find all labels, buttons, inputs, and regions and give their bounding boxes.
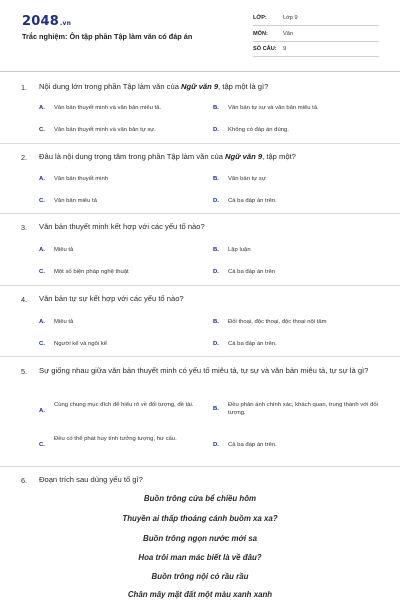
question-number: 6. — [21, 476, 28, 485]
option-text: Văn bản thuyết minh và văn bản tự sự. — [54, 127, 156, 133]
meta-grade — [253, 12, 379, 26]
option-letter: D. — [213, 269, 219, 275]
option-letter: C. — [39, 127, 45, 133]
question-text-part: , tập một? — [262, 152, 296, 161]
option-letter: A. — [39, 105, 45, 111]
poem-line: Hoa trôi man mác biết là về đâu? — [138, 553, 262, 562]
question-text-part: Nội dung lớn trong phần Tập làm văn của — [39, 82, 182, 91]
option-text: Đối thoại, độc thoại, độc thoại nội tâm — [228, 319, 327, 325]
option-text: Văn bản tự sự và văn bản miêu tả. — [228, 105, 319, 111]
poem-line: Buồn trông ngọn nước mới sa — [143, 534, 257, 543]
option-text: Cả ba đáp án trên. — [228, 442, 277, 448]
question-divider — [0, 466, 400, 467]
meta-label: SỐ CÂU: — [253, 46, 277, 52]
question-divider — [0, 356, 400, 357]
poem-line: Thuyền ai thấp thoáng cánh buồm xa xa? — [122, 514, 278, 523]
question-divider — [0, 213, 400, 214]
option-letter: C. — [39, 269, 45, 275]
option-letter: B. — [213, 176, 219, 182]
option-text: Lập luận — [228, 247, 251, 253]
option-letter: B. — [213, 247, 219, 253]
option-letter: C. — [39, 341, 45, 347]
question-text-part: Đâu là nội dung trọng tâm trong phần Tập làm văn của — [39, 152, 226, 161]
option-letter: D. — [213, 127, 219, 133]
question-divider — [0, 285, 400, 286]
meta-value: Lớp 9 — [283, 15, 298, 21]
option-text: Không có đáp án đúng. — [228, 127, 289, 133]
poem-line: Buồn trông cửa bể chiều hôm — [143, 494, 257, 503]
question-text-part: , tập một là gì? — [218, 82, 269, 91]
document-header — [0, 0, 400, 66]
meta-label: MÔN: — [253, 31, 268, 37]
option-text: Cả ba đáp án trên — [228, 269, 276, 275]
option-letter: D. — [213, 198, 219, 204]
option-letter: A. — [39, 247, 45, 253]
option-text: Văn bản tự sự — [228, 176, 266, 182]
poem-line: Buồn trông nội cỏ rầu rầu — [151, 572, 249, 581]
option-text: Một số biện pháp nghệ thuật — [54, 269, 129, 275]
question-text: Văn bản thuyết minh kết hợp với các yếu tố nào? — [39, 222, 205, 231]
option-letter: A. — [39, 408, 45, 414]
meta-question-count — [253, 43, 379, 57]
option-text: Đều phản ánh chính xác, khách quan, trung thành với đối tượng. — [228, 402, 378, 416]
logo-main: 2048 — [22, 14, 59, 29]
option-text: Cả ba đáp án trên. — [228, 341, 277, 347]
option-letter: C. — [39, 442, 45, 448]
option-letter: C. — [39, 198, 45, 204]
question-number: 3. — [21, 223, 28, 232]
question-text — [39, 152, 379, 162]
question-text: Đoạn trích sau dùng yếu tố gì? — [39, 475, 143, 484]
question-number: 2. — [21, 153, 28, 162]
question-number: 4. — [21, 295, 28, 304]
option-text: Người kể và ngôi kể — [54, 341, 107, 347]
option-letter: D. — [213, 442, 219, 448]
question-text-emphasis: Ngữ văn 9 — [181, 82, 219, 91]
question-divider — [0, 143, 400, 144]
option-letter: A. — [39, 319, 45, 325]
document-title: Trắc nghiệm: Ôn tập phần Tập làm văn có đáp án — [22, 32, 193, 41]
option-letter: B. — [213, 319, 219, 325]
option-letter: A. — [39, 176, 45, 182]
option-text: Văn bản thuyết minh — [54, 176, 109, 182]
header-divider — [0, 71, 400, 72]
question-text-emphasis: Ngữ văn 9 — [225, 152, 263, 161]
option-text: Cả ba đáp án trên. — [228, 198, 277, 204]
question-text: Văn bản tự sự kết hợp với các yếu tố nào? — [39, 294, 184, 303]
site-logo[interactable] — [22, 14, 71, 29]
option-text: Miêu tả — [54, 319, 74, 325]
option-text: Miêu tả — [54, 247, 74, 253]
meta-value: Văn — [283, 31, 293, 37]
option-text: Văn bản thuyết minh và văn bản miêu tả. — [54, 105, 162, 111]
meta-label: LỚP: — [253, 15, 267, 21]
question-number: 1. — [21, 83, 28, 92]
option-letter: D. — [213, 341, 219, 347]
question-number: 5. — [21, 367, 28, 376]
logo-suffix: .vn — [59, 20, 72, 27]
option-letter: B. — [213, 105, 219, 111]
option-text: Văn bản miêu tả — [54, 198, 97, 204]
option-text: Đều có thể phát huy tính tưởng tượng, hư cấu. — [54, 436, 177, 442]
option-text: Cùng chung mục đích để hiểu rõ về đối tượng, đề tài. — [54, 402, 194, 408]
meta-subject — [253, 28, 379, 42]
question-text: Sự giống nhau giữa văn bản thuyết minh có yếu tố miêu tả, tự sự và văn bản miêu tả, tự sự là gì? — [39, 366, 369, 375]
option-letter: B. — [213, 406, 219, 412]
question-text — [39, 82, 379, 92]
poem-line: Chân mây mặt đất một màu xanh xanh — [127, 590, 273, 599]
meta-value: 9 — [283, 46, 287, 52]
